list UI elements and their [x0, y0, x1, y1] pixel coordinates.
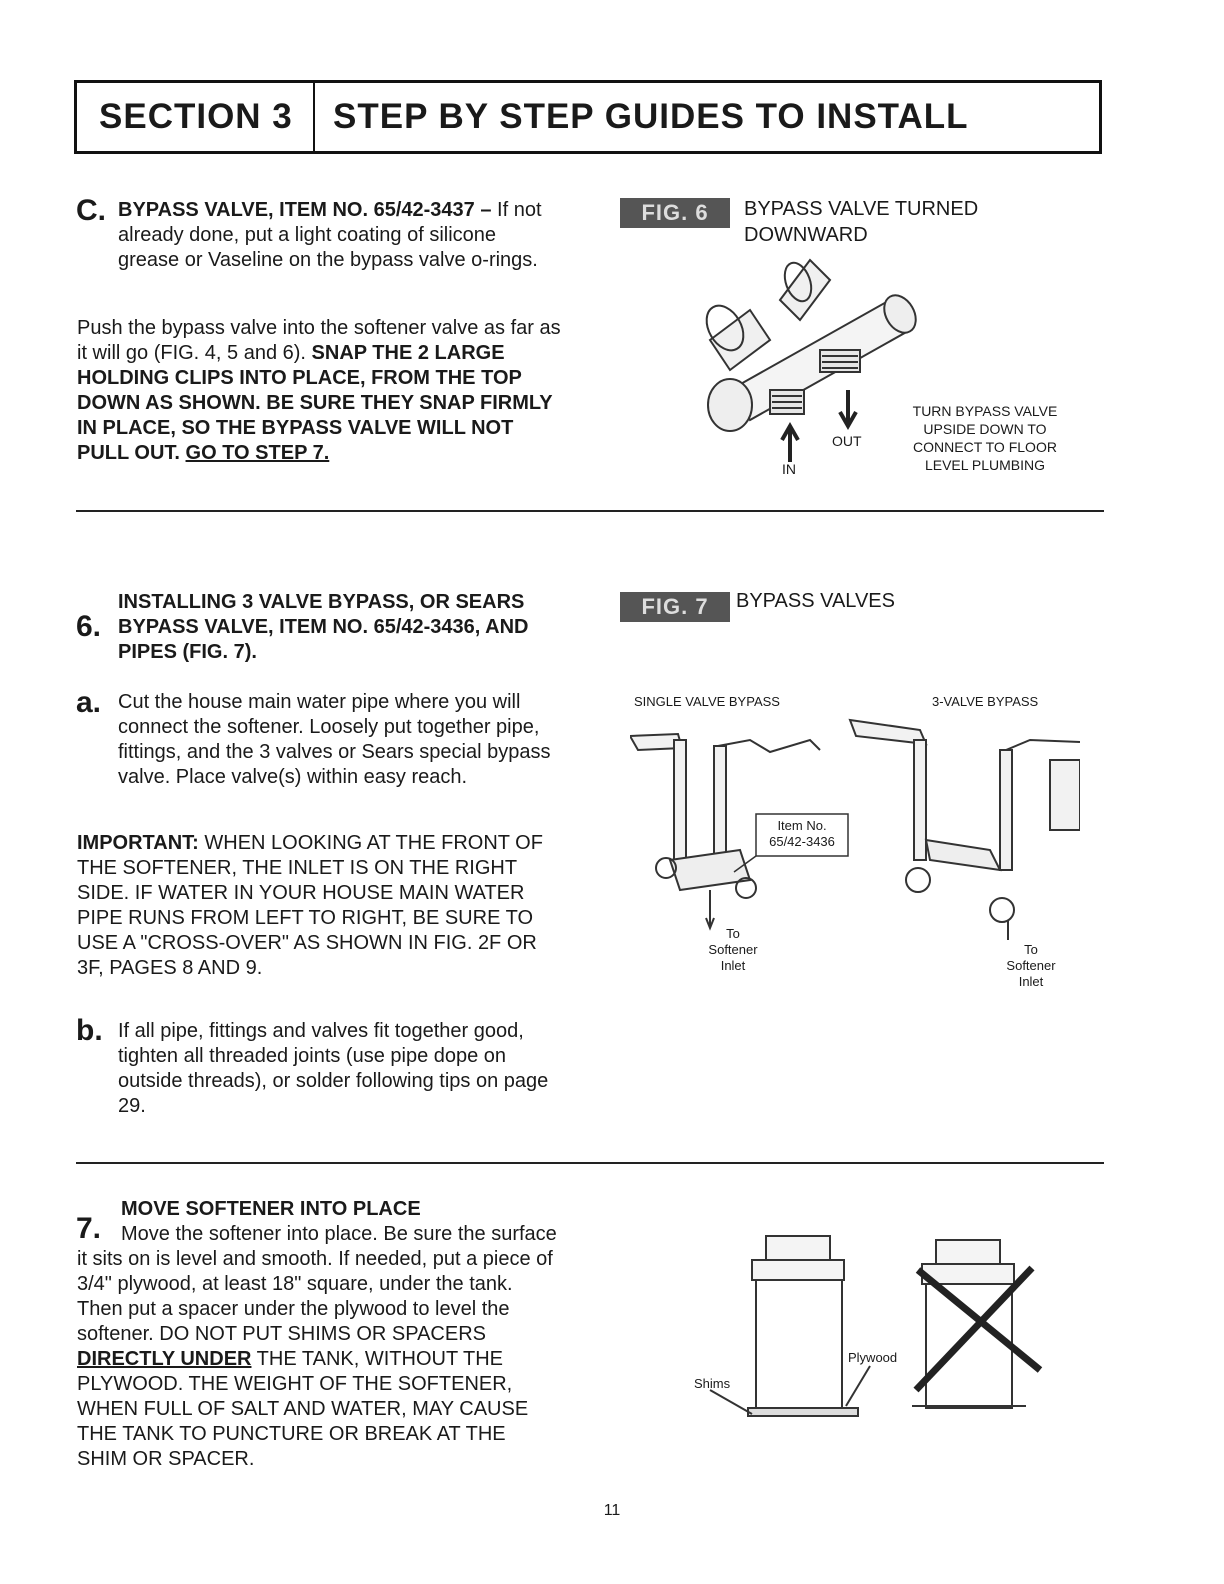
step-7-heading: MOVE SOFTENER INTO PLACE: [121, 1198, 421, 1220]
three-softener: Softener: [1006, 958, 1056, 973]
step-c-intro: [118, 198, 558, 273]
header-divider: [313, 83, 315, 151]
plywood-label: Plywood: [848, 1350, 898, 1365]
step-c-letter: C.: [76, 194, 106, 227]
step-6b-letter: b.: [76, 1014, 103, 1047]
three-inlet: Inlet: [1018, 974, 1044, 989]
section-divider-2: [76, 1162, 1104, 1164]
fig-6-in-label: IN: [782, 461, 796, 477]
single-valve-label: SINGLE VALVE BYPASS: [634, 694, 780, 709]
go-to-step-7-link[interactable]: GO TO STEP 7.: [185, 442, 330, 464]
three-to-softener-inlet: [994, 942, 1068, 990]
item-number-line-2: 65/42-3436: [769, 834, 835, 849]
fig-6-note: TURN BYPASS VALVE UPSIDE DOWN TO CONNECT TO FLOOR LEVEL PLUMBING: [912, 403, 1058, 473]
item-number-label: [758, 818, 846, 850]
step-6-heading: INSTALLING 3 VALVE BYPASS, OR SEARS BYPASS VALVE, ITEM NO. 65/42-3436, AND PIPES (FIG. 7).: [118, 591, 529, 663]
section-number: SECTION 3: [99, 97, 293, 136]
bypass-valves-illustration: [630, 700, 1080, 940]
step-c-intro-text: If not already done, put a light coating of silicone grease or Vaseline on the bypass valve o-rings.: [118, 199, 542, 271]
single-inlet: Inlet: [720, 958, 746, 973]
single-to: To: [726, 926, 740, 941]
section-header: [74, 80, 1102, 154]
section-divider-1: [76, 510, 1104, 512]
shims-label: Shims: [694, 1376, 731, 1391]
single-to-softener-inlet: [696, 926, 770, 974]
important-note: [77, 831, 565, 981]
important-text: WHEN LOOKING AT THE FRONT OF THE SOFTENER, THE INLET IS ON THE RIGHT SIDE. IF WATER IN YOUR HOUSE MAIN WATER PIPE RUNS FROM LEFT TO RIGHT, BE SURE TO USE A "CROSS-OVER" AS SHOWN IN FIG. 2F OR 3F, PAGES 8 AND 9.: [77, 832, 543, 979]
fig-6-out-label: OUT: [832, 433, 862, 449]
item-number-line-1: Item No.: [777, 818, 827, 833]
step-7-text-emphasis: DIRECTLY UNDER: [77, 1348, 252, 1370]
three-valve-label: 3-VALVE BYPASS: [932, 694, 1039, 709]
three-to: To: [1024, 942, 1038, 957]
fig-7-title: BYPASS VALVES: [736, 590, 895, 612]
fig-6-title: BYPASS VALVE TURNED DOWNWARD: [744, 198, 979, 246]
fig-7-badge: FIG. 7: [620, 592, 730, 622]
important-label: IMPORTANT:: [77, 832, 199, 854]
step-7-number: 7.: [76, 1212, 102, 1245]
step-c-para-bold: SNAP THE 2 LARGE HOLDING CLIPS INTO PLACE, FROM THE TOP DOWN AS SHOWN. BE SURE THEY SNAP FIRMLY IN PLACE, SO THE BYPASS VALVE WILL NOT PULL OUT.: [77, 342, 553, 464]
step-c-para-plain: Push the bypass valve into the softener valve as far as it will go (FIG. 4, 5 and 6).: [77, 317, 561, 364]
softener-placement-illustration: [690, 1230, 1050, 1420]
step-7-text-part-1: Move the softener into place. Be sure the surface it sits on is level and smooth. If needed, put a piece of 3/4" plywood, at least 18" square, under the tank. Then put a spacer under the plywood to level the softener. DO NOT PUT SHIMS OR SPACERS: [77, 1223, 557, 1345]
single-softener: Softener: [708, 942, 758, 957]
step-7-text-part-2: THE TANK, WITHOUT THE PLYWOOD. THE WEIGHT OF THE SOFTENER, WHEN FULL OF SALT AND WATER, MAY CAUSE THE TANK TO PUNCTURE OR BREAK AT THE SHIM OR SPACER.: [77, 1348, 529, 1470]
page-number: 11: [603, 1502, 621, 1519]
step-6a-text: Cut the house main water pipe where you will connect the softener. Loosely put together pipe, fittings, and the 3 valves or Sears special bypass valve. Place valve(s) within easy reach.: [118, 691, 551, 788]
step-6b-text: If all pipe, fittings and valves fit together good, tighten all threaded joints (use pipe dope on outside threads), or solder following tips on page 29.: [118, 1020, 549, 1117]
fig-6-badge: FIG. 6: [620, 198, 730, 228]
section-title: STEP BY STEP GUIDES TO INSTALL: [333, 97, 969, 136]
step-7-text: [77, 1222, 557, 1472]
step-6a-letter: a.: [76, 686, 102, 719]
step-6-number: 6.: [76, 610, 102, 643]
step-c-paragraph: [77, 316, 563, 466]
step-c-heading: BYPASS VALVE, ITEM NO. 65/42-3437 –: [118, 199, 492, 221]
